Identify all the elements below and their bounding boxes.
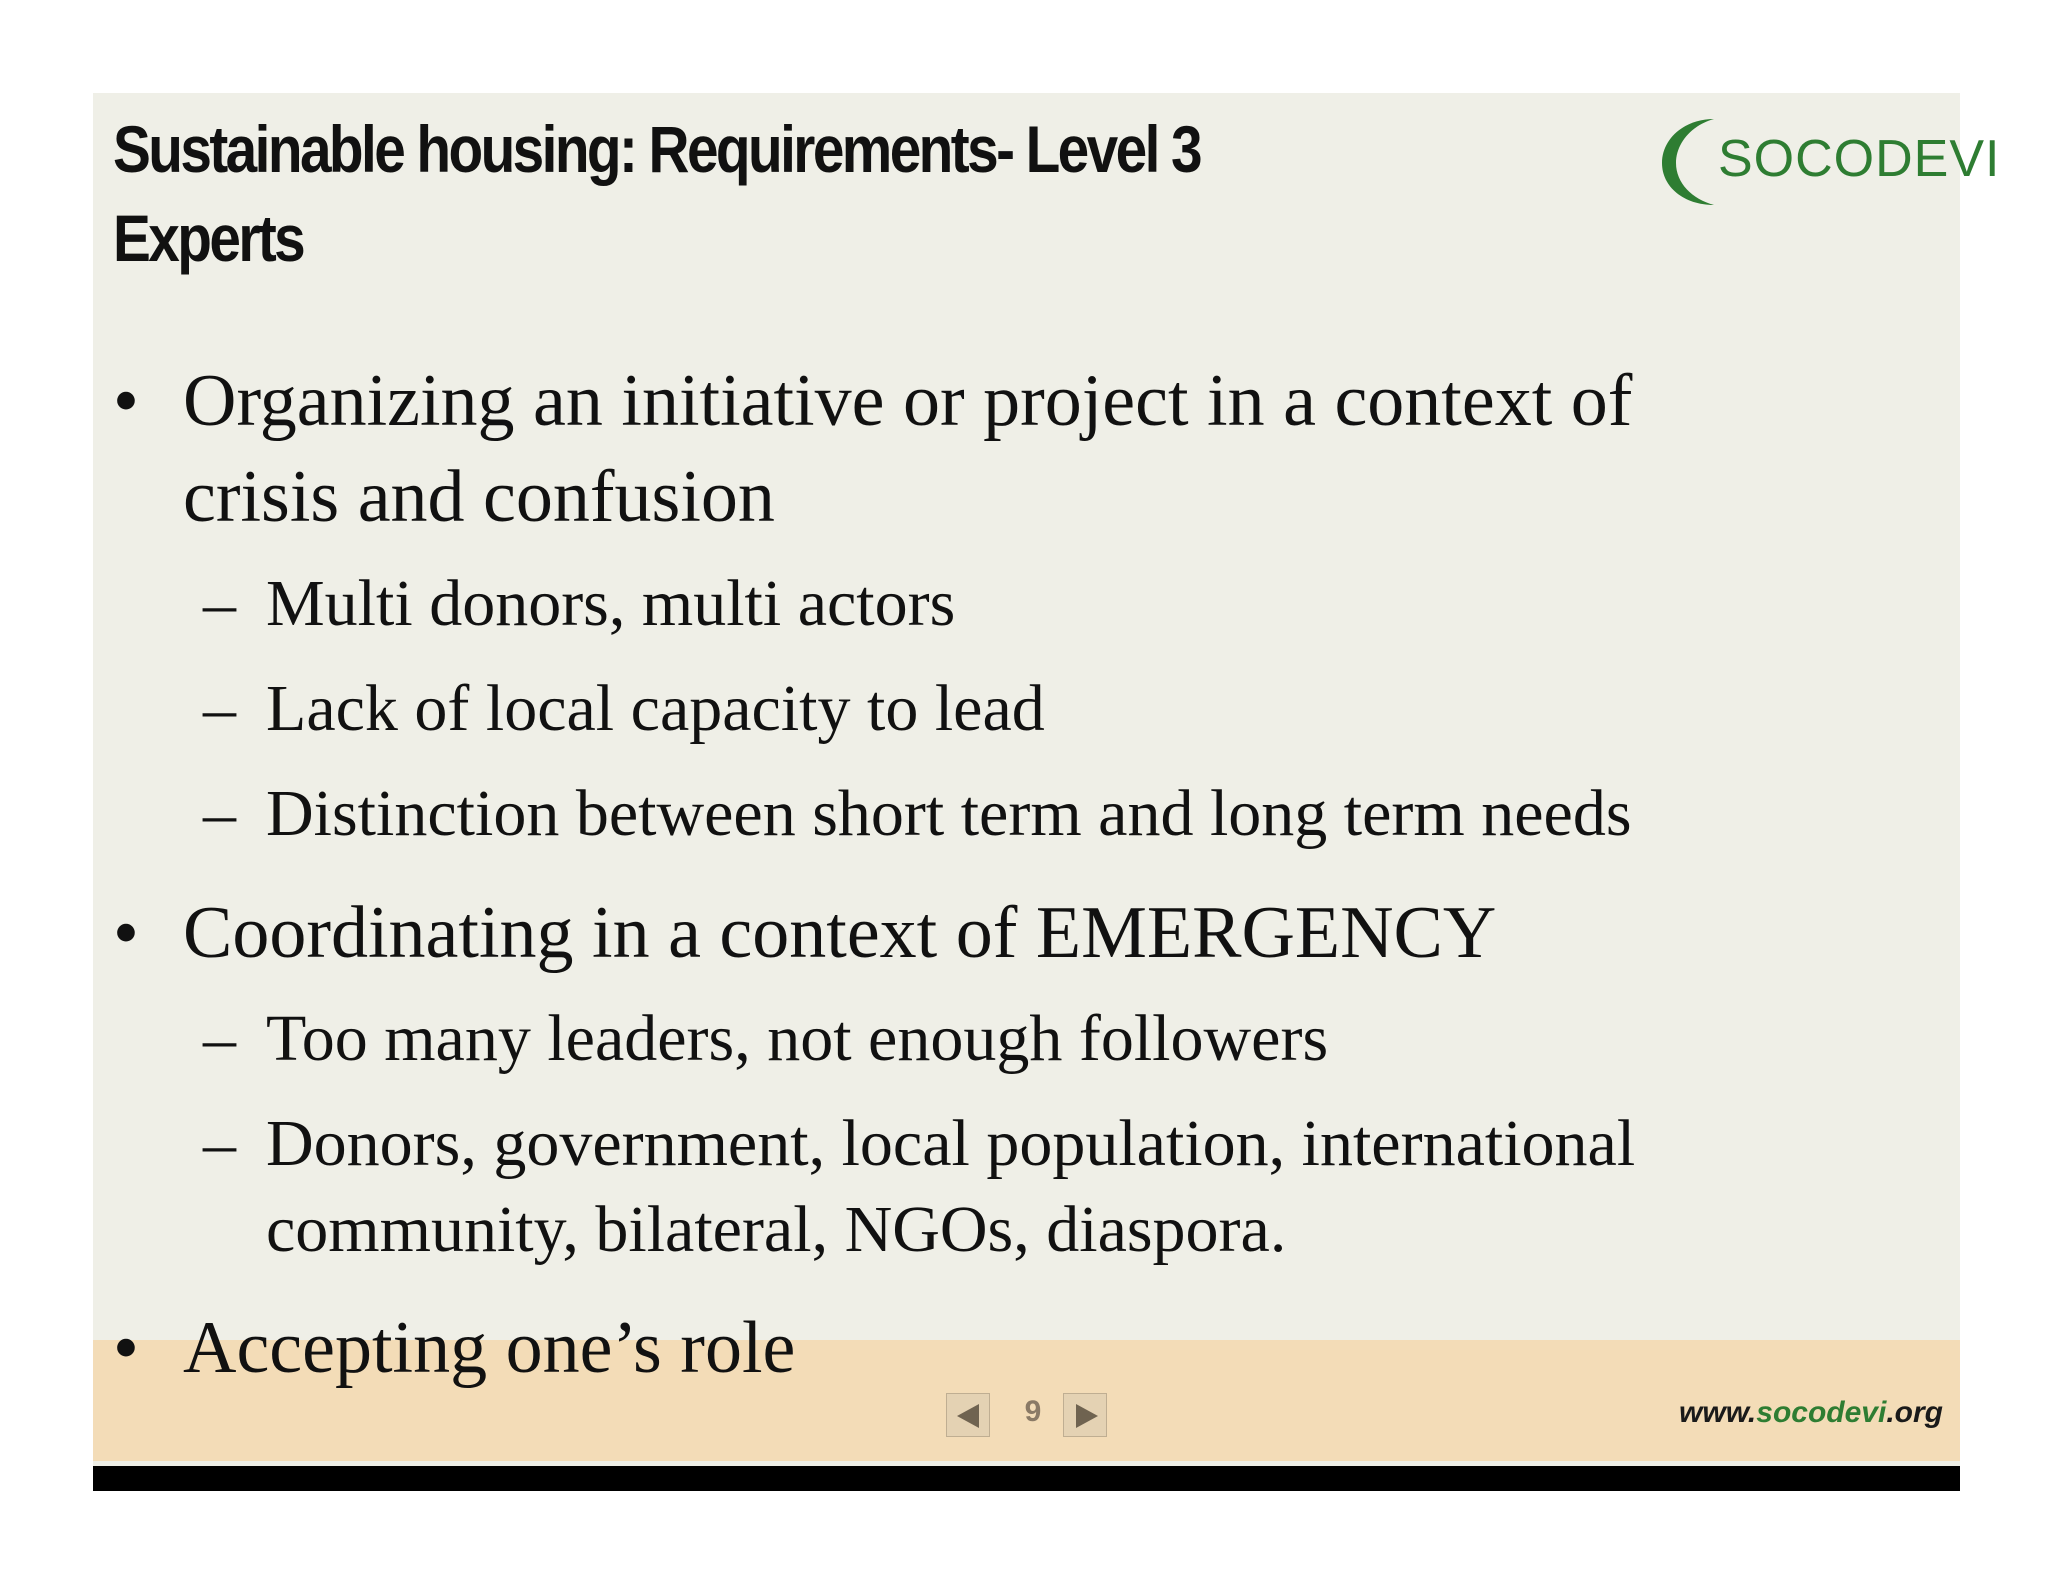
previous-slide-button[interactable] <box>946 1393 990 1437</box>
triangle-left-icon <box>947 1394 991 1438</box>
sub-item-2-2-line-1: Donors, government, local population, international <box>266 1107 1636 1180</box>
bullet-item-2: Coordinating in a context of EMERGENCY <box>183 892 1497 974</box>
bullet-item-1-line-1: Organizing an initiative or project in a context of <box>183 360 1633 442</box>
sub-bullet-marker: – <box>203 1002 236 1075</box>
bullet-item-3: Accepting one’s role <box>183 1307 796 1389</box>
website-link[interactable] <box>1653 1396 1943 1430</box>
triangle-right-icon <box>1064 1394 1108 1438</box>
logo-text: SOCODEVI <box>1718 130 2001 188</box>
sub-item-1-2: Lack of local capacity to lead <box>266 672 1045 745</box>
bullet-marker: • <box>113 892 139 974</box>
bullet-list <box>93 93 1960 1491</box>
sub-item-2-2-line-2: community, bilateral, NGOs, diaspora. <box>266 1193 1287 1266</box>
sub-item-1-1: Multi donors, multi actors <box>266 567 956 640</box>
sub-item-2-2 <box>266 1101 1886 1273</box>
sub-bullet-marker: – <box>203 777 236 850</box>
sub-item-2-1: Too many leaders, not enough followers <box>266 1002 1329 1075</box>
url-brand: socodevi <box>1756 1396 1887 1429</box>
sub-item-1-3: Distinction between short term and long term needs <box>266 777 1632 850</box>
page-number: 9 <box>1024 1395 1042 1428</box>
sub-bullet-marker: – <box>203 567 236 640</box>
bullet-marker: • <box>113 1307 139 1389</box>
url-prefix: www. <box>1679 1396 1757 1429</box>
bullet-marker: • <box>113 360 139 442</box>
bullet-item-1-line-2: crisis and confusion <box>183 456 775 538</box>
slide <box>93 93 2001 1491</box>
bullet-item-1 <box>183 353 1883 545</box>
sub-bullet-marker: – <box>203 672 236 745</box>
url-suffix: .org <box>1886 1396 1943 1429</box>
slide-title-line-2: Experts <box>113 201 304 275</box>
sub-bullet-marker: – <box>203 1107 236 1180</box>
next-slide-button[interactable] <box>1063 1393 1107 1437</box>
slide-title-line-1: Sustainable housing: Requirements- Level 3 <box>113 112 1201 186</box>
